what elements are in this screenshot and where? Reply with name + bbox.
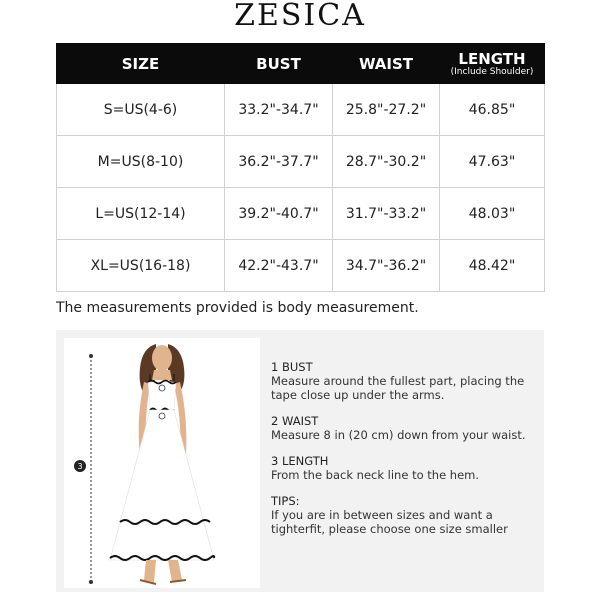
cell-waist: 28.7"-30.2" <box>333 136 440 188</box>
bust-title: 1 BUST <box>271 360 313 374</box>
length-guide-top-dot <box>89 354 93 358</box>
table-row <box>57 240 545 292</box>
cell-waist: 25.8"-27.2" <box>333 84 440 136</box>
header-length-sub: (Include Shoulder) <box>450 67 534 77</box>
cell-size: XL=US(16-18) <box>57 240 225 292</box>
header-length-label: LENGTH <box>458 50 526 68</box>
header-waist: WAIST <box>333 44 440 84</box>
cell-waist: 31.7"-33.2" <box>333 188 440 240</box>
table-header-row <box>57 44 545 84</box>
cell-bust: 33.2"-34.7" <box>225 84 333 136</box>
header-bust: BUST <box>225 44 333 84</box>
waist-instruction <box>271 414 531 442</box>
table-row <box>57 136 545 188</box>
leg-right <box>168 560 182 582</box>
face <box>152 345 172 371</box>
header-length <box>440 44 545 84</box>
cell-size: L=US(12-14) <box>57 188 225 240</box>
length-title: 3 LENGTH <box>271 454 329 468</box>
header-size: SIZE <box>57 44 225 84</box>
tips-description: If you are in between sizes and want a tighterfit, please choose one size smaller <box>271 508 508 536</box>
waist-title: 2 WAIST <box>271 414 319 428</box>
cell-waist: 34.7"-36.2" <box>333 240 440 292</box>
cell-length: 47.63" <box>440 136 545 188</box>
length-instruction <box>271 454 531 482</box>
skirt <box>110 410 214 560</box>
measurement-note: The measurements provided is body measurement. <box>56 300 419 316</box>
cell-bust: 42.2"-43.7" <box>225 240 333 292</box>
dress-illustration <box>64 338 260 588</box>
cell-length: 48.42" <box>440 240 545 292</box>
tips <box>271 494 531 536</box>
cell-length: 48.03" <box>440 188 545 240</box>
cell-bust: 36.2"-37.7" <box>225 136 333 188</box>
cell-size: M=US(8-10) <box>57 136 225 188</box>
brand-logo: ZESICA <box>234 0 366 33</box>
tips-title: TIPS: <box>271 494 300 508</box>
length-description: From the back neck line to the hem. <box>271 468 480 482</box>
measurement-instructions <box>271 360 531 548</box>
table-row <box>57 84 545 136</box>
bust-description: Measure around the fullest part, placing the tape close up under the arms. <box>271 374 525 402</box>
cell-length: 46.85" <box>440 84 545 136</box>
length-guide-bottom-dot <box>89 580 93 584</box>
leg-left <box>144 560 156 582</box>
table-row <box>57 188 545 240</box>
measurement-guide-panel <box>56 330 544 592</box>
size-chart-table <box>56 43 545 292</box>
bust-instruction <box>271 360 531 402</box>
neck <box>152 370 172 380</box>
waist-description: Measure 8 in (20 cm) down from your waist. <box>271 428 526 442</box>
cell-bust: 39.2"-40.7" <box>225 188 333 240</box>
length-marker-label: 3 <box>77 462 83 471</box>
cell-size: S=US(4-6) <box>57 84 225 136</box>
bodice <box>148 382 176 410</box>
dress-photo <box>64 338 260 588</box>
